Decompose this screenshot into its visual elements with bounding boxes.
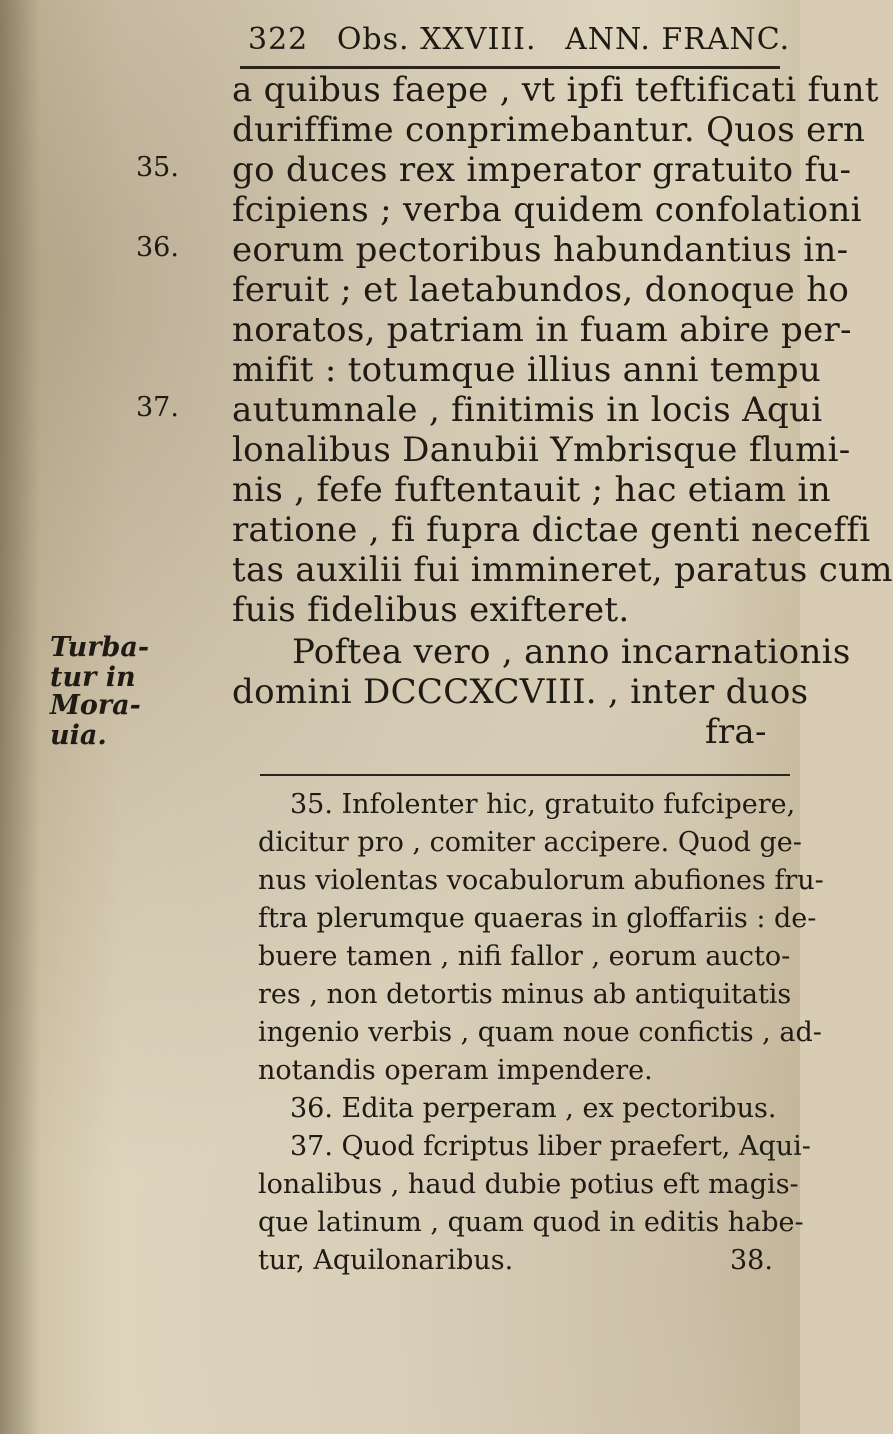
note-line-4: ftra plerumque quaeras in gloffariis : de- [258, 903, 817, 934]
year-heading: ANN. FRANC. [565, 22, 791, 57]
note-line-13: tur, Aquilonaribus. [258, 1245, 514, 1276]
note-line-5: buere tamen , nifi fallor , eorum aucto- [258, 941, 791, 972]
body-line-1: a quibus faepe , vt ipfi teftificati funt [232, 70, 879, 110]
body-line-6: feruit ; et laetabundos, donoque ho [232, 270, 850, 310]
body-line-17: fra- [705, 712, 767, 752]
body-line-5: eorum pectoribus habundantius in- [232, 230, 849, 270]
body-line-10: lonalibus Danubii Ymbrisque flumi- [232, 430, 851, 470]
running-head [248, 22, 808, 57]
body-line-15: Poftea vero , anno incarnationis [292, 632, 851, 672]
section-title: Obs. XXVIII. [336, 22, 537, 57]
note-line-2: dicitur pro , comiter accipere. Quod ge- [258, 827, 802, 858]
body-line-14: fuis fidelibus exifteret. [232, 590, 630, 630]
note-line-3: nus violentas vocabulorum abufiones fru- [258, 865, 824, 896]
margin-number-36: 36. [136, 232, 179, 263]
body-line-9: autumnale , finitimis in locis Aqui [232, 390, 823, 430]
note-line-9: 36. Edita perperam , ex pectoribus. [290, 1093, 777, 1124]
note-line-1: 35. Infolenter hic, gratuito fufcipere, [290, 789, 796, 820]
body-line-13: tas auxilii fui immineret, paratus cum [232, 550, 893, 590]
catchword: 38. [730, 1245, 773, 1276]
margin-number-37: 37. [136, 392, 179, 423]
note-line-10: 37. Quod fcriptus liber praefert, Aqui- [290, 1131, 811, 1162]
note-line-6: res , non detortis minus ab antiquitatis [258, 979, 792, 1010]
margin-note-line-3: Mora- [50, 690, 141, 721]
body-line-3: go duces rex imperator gratuito fu- [232, 150, 852, 190]
body-line-7: noratos, patriam in fuam abire per- [232, 310, 852, 350]
note-line-12: que latinum , quam quod in editis habe- [258, 1207, 804, 1238]
note-line-11: lonalibus , haud dubie potius eft magis- [258, 1169, 799, 1200]
page-number: 322 [248, 22, 309, 57]
note-line-7: ingenio verbis , quam noue confictis , ad- [258, 1017, 822, 1048]
body-line-11: nis , fefe fuftentauit ; hac etiam in [232, 470, 831, 510]
margin-note-line-1: Turba- [50, 632, 150, 663]
margin-number-35: 35. [136, 152, 179, 183]
body-line-8: mifit : totumque illius anni tempu [232, 350, 822, 390]
margin-note-line-4: uia. [50, 720, 107, 751]
body-line-4: fcipiens ; verba quidem confolationi [232, 190, 862, 230]
body-line-12: ratione , fi fupra dictae genti neceffi [232, 510, 871, 550]
margin-note-line-2: tur in [50, 662, 136, 693]
head-rule [240, 66, 780, 69]
note-line-8: notandis operam impendere. [258, 1055, 653, 1086]
gutter-shadow [0, 0, 40, 1434]
body-line-16: domini DCCCXCVIII. , inter duos [232, 672, 809, 712]
body-line-2: duriffime conprimebantur. Quos ern [232, 110, 866, 150]
notes-rule [260, 774, 790, 776]
